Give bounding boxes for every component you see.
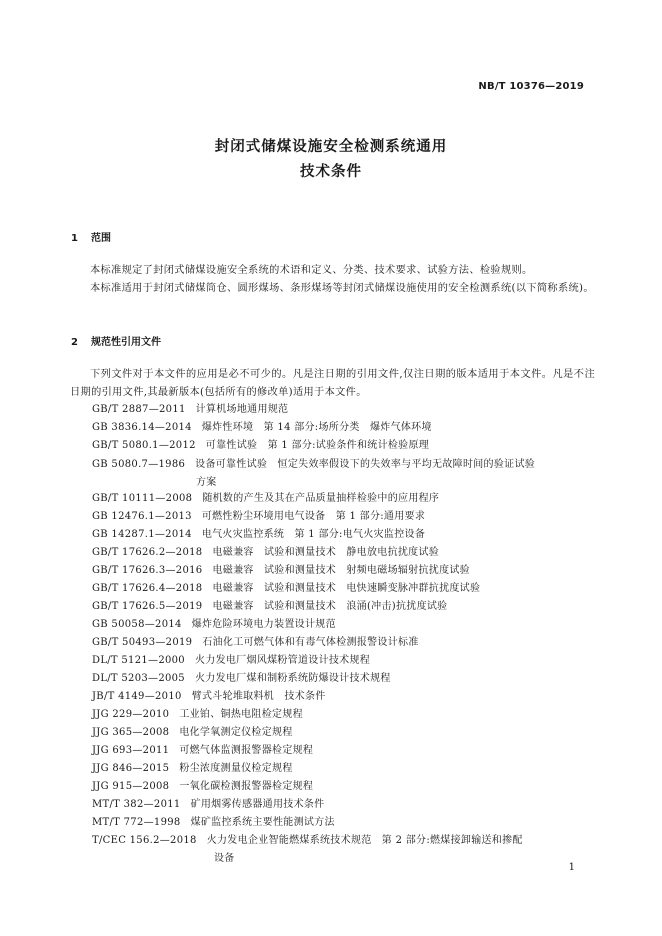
reference-title: 粉尘浓度测量仪检定规程 — [179, 763, 293, 774]
reference-code: GB/T 10111—2008 — [92, 493, 193, 504]
reference-item — [92, 814, 592, 832]
doc-code: NB/T 10376—2019 — [478, 81, 584, 92]
section-1-paragraph-1: 本标准规定了封闭式储煤设施安全系统的术语和定义、分类、技术要求、试验方法、检验规则。 — [90, 265, 533, 276]
reference-code: GB/T 2887—2011 — [92, 404, 186, 415]
reference-title: 电磁兼容 试验和测量技术 浪涌(冲击)抗扰度试验 — [212, 601, 448, 612]
reference-item — [92, 724, 592, 742]
reference-code: JJG 229—2010 — [92, 709, 170, 720]
reference-code: T/CEC 156.2—2018 — [92, 835, 197, 846]
reference-item — [92, 634, 592, 652]
reference-code: GB/T 50493—2019 — [92, 637, 193, 648]
reference-title: 电磁兼容 试验和测量技术 静电放电抗扰度试验 — [212, 547, 440, 558]
reference-item — [92, 652, 592, 670]
reference-code: MT/T 772—1998 — [92, 817, 181, 828]
reference-title-continuation: 设备 — [214, 853, 235, 864]
reference-title: 火力发电企业智能燃煤系统技术规范 第 2 部分:燃煤接卸输送和掺配 — [206, 835, 523, 846]
reference-item — [92, 508, 592, 526]
reference-code: GB/T 17626.2—2018 — [92, 547, 203, 558]
reference-item — [92, 562, 592, 580]
reference-title: 火力发电厂煤和制粉系统防爆设计技术规程 — [194, 673, 391, 684]
reference-code: GB/T 17626.3—2016 — [92, 565, 203, 576]
reference-item — [92, 598, 592, 616]
reference-code: MT/T 382—2011 — [92, 799, 181, 810]
reference-item — [92, 437, 592, 455]
reference-title: 臂式斗轮堆取料机 技术条件 — [191, 691, 326, 702]
reference-title: 煤矿监控系统主要性能测试方法 — [190, 817, 335, 828]
section-2-intro: 下列文件对于本文件的应用是必不可少的。凡是注日期的引用文件,仅注日期的版本适用于本文件。凡是不注日期的引用文件,其最新版本(包括所有的修改单)适用于本文件。 — [70, 369, 595, 398]
reference-title: 一氧化碳检测报警器检定规程 — [179, 781, 314, 792]
reference-code: GB/T 17626.4—2018 — [92, 583, 203, 594]
reference-title: 计算机场地通用规范 — [195, 404, 289, 415]
reference-item — [92, 544, 592, 562]
reference-item — [92, 526, 592, 544]
reference-item — [92, 419, 592, 437]
reference-title: 电磁兼容 试验和测量技术 射频电磁场辐射抗扰度试验 — [212, 565, 470, 576]
reference-code: JB/T 4149—2010 — [92, 691, 182, 702]
page-number: 1 — [568, 862, 575, 873]
reference-code: GB 12476.1—2013 — [92, 511, 192, 522]
reference-code: JJG 693—2011 — [92, 745, 170, 756]
reference-code: JJG 846—2015 — [92, 763, 170, 774]
reference-title: 矿用烟雾传感器通用技术条件 — [190, 799, 325, 810]
reference-item — [92, 580, 592, 598]
doc-title-line-2: 技术条件 — [300, 164, 362, 180]
reference-title: 火力发电厂烟风煤粉管道设计技术规程 — [194, 655, 371, 666]
reference-title: 爆炸性环境 第 14 部分:场所分类 爆炸气体环境 — [201, 422, 432, 433]
reference-code: JJG 365—2008 — [92, 727, 170, 738]
reference-title: 电磁兼容 试验和测量技术 电快速瞬变脉冲群抗扰度试验 — [212, 583, 481, 594]
reference-code: GB 3836.14—2014 — [92, 422, 192, 433]
reference-item — [92, 832, 592, 868]
reference-item — [92, 490, 592, 508]
reference-title: 工业铂、铜热电阻检定规程 — [179, 709, 303, 720]
reference-item — [92, 706, 592, 724]
reference-title-continuation: 方案 — [196, 477, 217, 488]
reference-code: GB/T 17626.5—2019 — [92, 601, 203, 612]
reference-item — [92, 760, 592, 778]
section-number: 1 — [71, 233, 78, 244]
reference-title: 爆炸危险环境电力装置设计规范 — [191, 619, 336, 630]
reference-title: 石油化工可燃气体和有毒气体检测报警设计标准 — [202, 637, 419, 648]
reference-code: GB 14287.1—2014 — [92, 529, 192, 540]
section-number: 2 — [71, 337, 78, 348]
reference-title: 可靠性试验 第 1 部分:试验条件和统计检验原理 — [205, 440, 430, 451]
reference-title: 设备可靠性试验 恒定失效率假设下的失效率与平均无故障时间的验证试验 — [195, 459, 536, 470]
reference-code: JJG 915—2008 — [92, 781, 170, 792]
reference-title: 电化学氧测定仪检定规程 — [179, 727, 293, 738]
section-1-heading — [71, 229, 111, 244]
section-2-heading — [71, 333, 161, 348]
reference-code: DL/T 5121—2000 — [92, 655, 185, 666]
reference-item — [92, 670, 592, 688]
reference-title: 随机数的产生及其在产品质量抽样检验中的应用程序 — [202, 493, 440, 504]
doc-title-line-1: 封闭式储煤设施安全检测系统通用 — [214, 139, 448, 155]
reference-code: GB 5080.7—1986 — [92, 459, 186, 470]
reference-code: GB 50058—2014 — [92, 619, 182, 630]
reference-title: 可燃气体监测报警器检定规程 — [179, 745, 314, 756]
reference-item — [92, 742, 592, 760]
reference-item — [92, 778, 592, 796]
reference-item — [92, 401, 592, 419]
section-title: 范围 — [91, 233, 111, 244]
reference-title: 可燃性粉尘环境用电气设备 第 1 部分:通用要求 — [201, 511, 426, 522]
reference-item — [92, 796, 592, 814]
reference-code: DL/T 5203—2005 — [92, 673, 185, 684]
reference-code: GB/T 5080.1—2012 — [92, 440, 196, 451]
reference-item — [92, 688, 592, 706]
section-title: 规范性引用文件 — [91, 337, 161, 348]
reference-title: 电气火灾监控系统 第 1 部分:电气火灾监控设备 — [201, 529, 426, 540]
reference-item — [92, 456, 592, 492]
section-1-paragraph-2: 本标准适用于封闭式储煤筒仓、圆形煤场、条形煤场等封闭式储煤设施使用的安全检测系统(以下简称系统)。 — [90, 283, 594, 294]
reference-item — [92, 616, 592, 634]
